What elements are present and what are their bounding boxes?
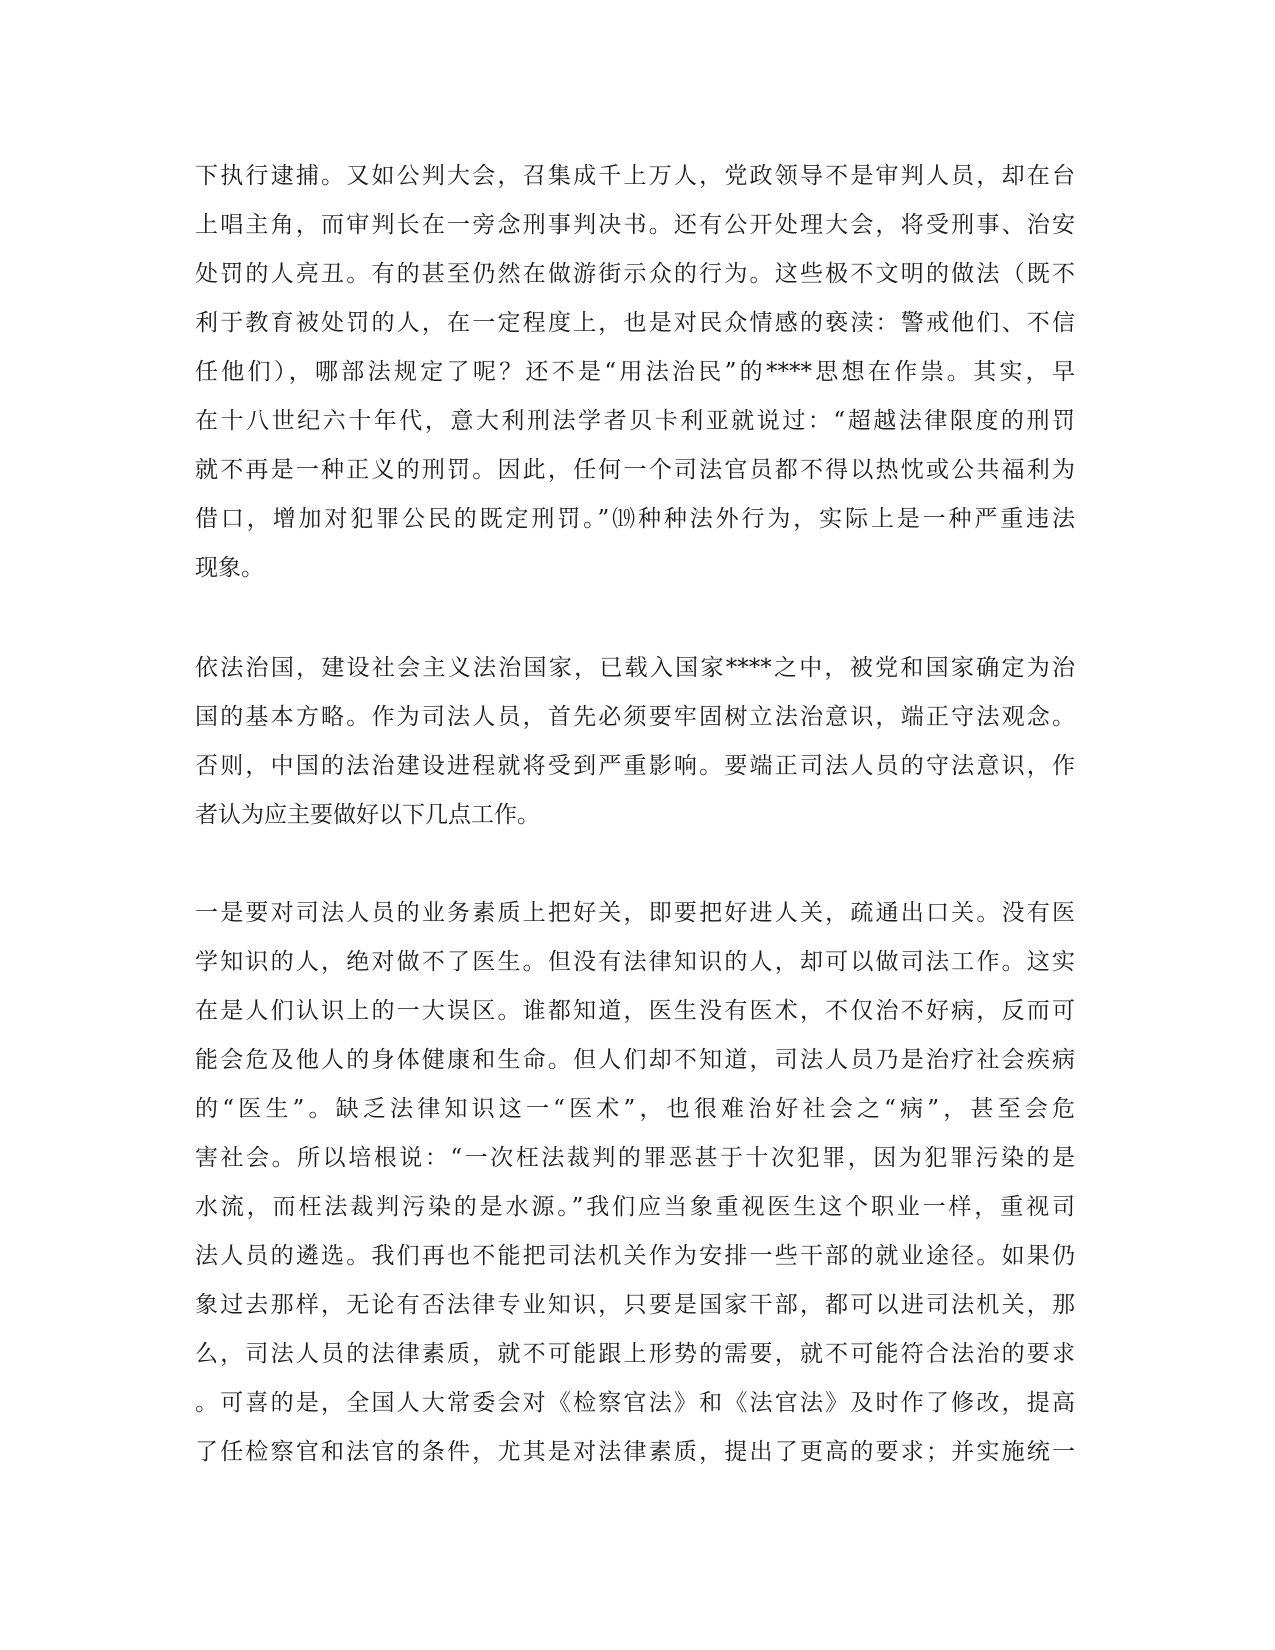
text-line: 处罚的人亮丑。有的甚至仍然在做游街示众的行为。这些极不文明的做法（既不 (195, 261, 1075, 287)
paragraph-3 (195, 889, 1075, 1477)
text-line: 一是要对司法人员的业务素质上把好关，即要把好进人关，疏通出口关。没有医 (195, 900, 1075, 926)
text-line: 了任检察官和法官的条件，尤其是对法律素质，提出了更高的要求；并实施统一 (195, 1439, 1075, 1465)
text-line: 的“医生”。缺乏法律知识这一“医术”，也很难治好社会之“病”，甚至会危 (195, 1096, 1075, 1122)
text-line: 者认为应主要做好以下几点工作。 (195, 802, 540, 828)
text-line: 害社会。所以培根说：“一次枉法裁判的罪恶甚于十次犯罪，因为犯罪污染的是 (195, 1145, 1075, 1171)
text-line: 在是人们认识上的一大误区。谁都知道，医生没有医术，不仅治不好病，反而可 (195, 998, 1075, 1024)
text-line: 象过去那样，无论有否法律专业知识，只要是国家干部，都可以进司法机关，那 (195, 1292, 1075, 1318)
text-line: 上唱主角，而审判长在一旁念刑事判决书。还有公开处理大会，将受刑事、治安 (195, 212, 1075, 238)
text-line: 现象。 (195, 555, 264, 581)
paragraph-1 (195, 152, 1075, 593)
text-line: 利于教育被处罚的人，在一定程度上，也是对民众情感的亵渎：警戒他们、不信 (195, 310, 1075, 336)
text-line: 能会危及他人的身体健康和生命。但人们却不知道，司法人员乃是治疗社会疾病 (195, 1047, 1075, 1073)
text-line: 依法治国，建设社会主义法治国家，已载入国家****之中，被党和国家确定为治 (195, 655, 1075, 681)
text-line: 下执行逮捕。又如公判大会，召集成千上万人，党政领导不是审判人员，却在台 (195, 163, 1075, 189)
text-line: 。可喜的是，全国人大常委会对《检察官法》和《法官法》及时作了修改，提高 (195, 1390, 1075, 1416)
text-line: 借口，增加对犯罪公民的既定刑罚。”⒆种种法外行为，实际上是一种严重违法 (195, 506, 1075, 532)
text-line: 否则，中国的法治建设进程就将受到严重影响。要端正司法人员的守法意识，作 (195, 753, 1075, 779)
text-line: 在十八世纪六十年代，意大利刑法学者贝卡利亚就说过：“超越法律限度的刑罚 (195, 408, 1075, 434)
text-line: 水流，而枉法裁判污染的是水源。”我们应当象重视医生这个职业一样，重视司 (195, 1194, 1075, 1220)
text-line: 法人员的遴选。我们再也不能把司法机关作为安排一些干部的就业途径。如果仍 (195, 1243, 1075, 1269)
text-line: 国的基本方略。作为司法人员，首先必须要牢固树立法治意识，端正守法观念。 (195, 704, 1075, 730)
text-line: 任他们），哪部法规定了呢？还不是“用法治民”的****思想在作祟。其实，早 (195, 359, 1075, 385)
paragraph-2 (195, 644, 1075, 840)
text-line: 么，司法人员的法律素质，就不可能跟上形势的需要，就不可能符合法治的要求 (195, 1341, 1075, 1367)
text-line: 学知识的人，绝对做不了医生。但没有法律知识的人，却可以做司法工作。这实 (195, 949, 1075, 975)
text-line: 就不再是一种正义的刑罚。因此，任何一个司法官员都不得以热忱或公共福利为 (195, 457, 1075, 483)
